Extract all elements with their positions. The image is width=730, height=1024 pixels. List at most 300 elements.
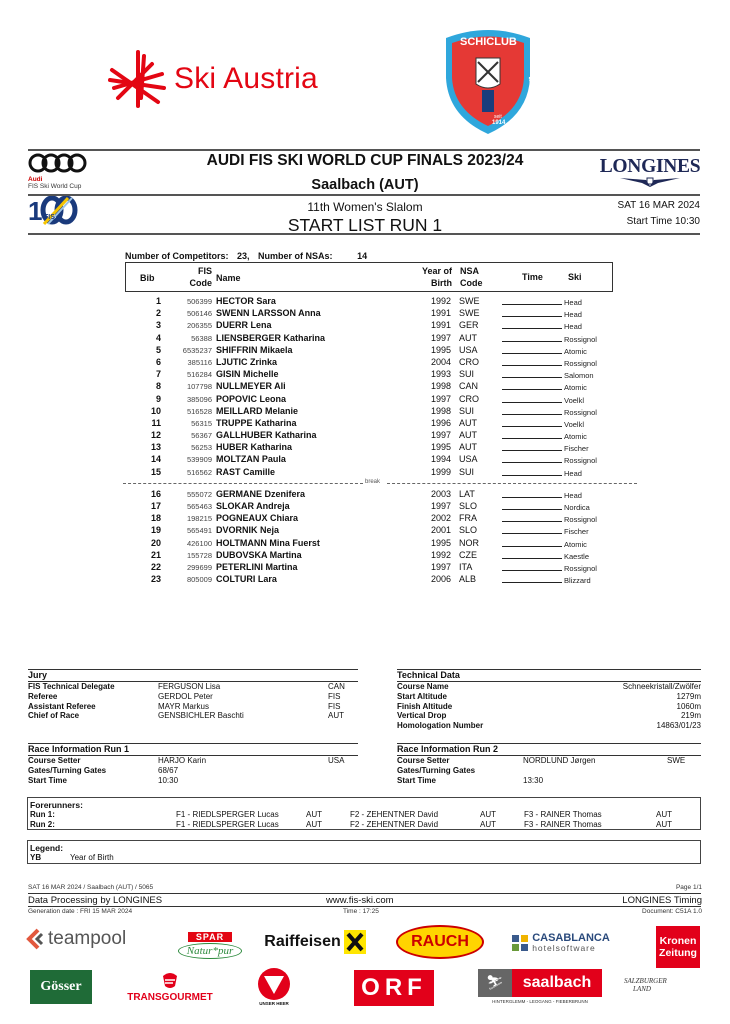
header-ski: Ski xyxy=(568,272,582,282)
competitor-name: SHIFFRIN Mikaela xyxy=(216,344,293,355)
fis-code: 555072 xyxy=(186,489,212,499)
bib-number: 12 xyxy=(150,430,161,441)
nsa-code: SUI xyxy=(459,466,475,477)
bib-number: 8 xyxy=(155,381,161,392)
footer-page: Page 1/1 xyxy=(675,884,702,891)
header-fis-2: Code xyxy=(189,278,212,288)
run1-title: Race Information Run 1 xyxy=(28,744,130,754)
transgourmet-text: TRANSGOURMET xyxy=(127,991,213,1003)
forerunner-1: F1 - RIEDLSPERGER Lucas xyxy=(176,810,279,819)
competitor-row xyxy=(125,550,630,562)
technical-label: Homologation Number xyxy=(397,721,484,731)
nsa-code: SUI xyxy=(459,405,475,416)
ski-brand: Head xyxy=(564,298,582,307)
competitor-row xyxy=(125,381,630,393)
orf-text: ORF xyxy=(361,974,427,1001)
jury-list xyxy=(28,682,358,721)
sponsor-teampool xyxy=(26,925,146,953)
technical-row xyxy=(397,702,701,712)
time-blank-line xyxy=(502,389,562,390)
time-blank-line xyxy=(502,438,562,439)
ski-brand: Rossignol xyxy=(564,358,597,368)
nsa-code: AUT xyxy=(459,417,477,428)
header-bib: Bib xyxy=(140,273,155,283)
sponsor-raiffeisen xyxy=(262,928,368,956)
legend-meaning: Year of Birth xyxy=(70,853,114,862)
ski-brand: Rossignol xyxy=(564,515,597,525)
forerunner-2: F2 - ZEHENTNER David xyxy=(350,810,439,819)
schiclub-since-text: seit xyxy=(494,114,502,120)
bib-number: 23 xyxy=(150,574,161,585)
competitor-summary xyxy=(125,251,367,261)
schiclub-saalbach-text: Saalbach xyxy=(433,80,449,117)
bib-number: 1 xyxy=(155,296,161,306)
legend-title: Legend: xyxy=(30,843,64,853)
year-of-birth: 1996 xyxy=(430,417,451,428)
run1-nation: USA xyxy=(328,756,345,765)
competitor-row xyxy=(125,538,630,550)
start-list-rows xyxy=(125,296,630,586)
bib-number: 22 xyxy=(150,561,161,572)
nsa-code: SUI xyxy=(459,369,475,380)
competitor-row xyxy=(125,562,630,574)
fis-code: 56367 xyxy=(191,431,212,441)
teampool-text: teampool xyxy=(48,928,127,949)
fis-code: 56315 xyxy=(191,418,212,428)
fis-code: 539909 xyxy=(186,455,212,465)
time-blank-line xyxy=(502,462,562,463)
fis-code: 56253 xyxy=(191,443,212,453)
nsa-code: CRO xyxy=(459,356,479,367)
bib-number: 11 xyxy=(151,417,161,428)
forerunner-3-nation: AUT xyxy=(656,810,672,819)
forerunner-3: F3 - RAINER Thomas xyxy=(524,810,602,819)
time-blank-line xyxy=(502,377,562,378)
run2-list xyxy=(397,756,701,785)
time-blank-line xyxy=(502,426,562,427)
year-of-birth: 2002 xyxy=(430,513,451,524)
nsa-code: NOR xyxy=(459,537,479,548)
year-of-birth: 2006 xyxy=(430,574,451,585)
year-of-birth: 1992 xyxy=(430,549,451,560)
time-blank-line xyxy=(502,533,562,534)
bib-number: 18 xyxy=(150,513,161,524)
run1-label: Course Setter xyxy=(28,756,81,765)
jury-nation: FIS xyxy=(328,691,341,701)
competitor-name: TRUPPE Katharina xyxy=(216,417,297,428)
nsas-label: Number of NSAs: xyxy=(258,251,333,261)
nsa-code: SLO xyxy=(459,501,478,511)
ski-brand: Rossignol xyxy=(564,334,597,344)
header-time: Time xyxy=(522,272,543,282)
competitor-row xyxy=(125,418,630,430)
competitor-name: POGNEAUX Chiara xyxy=(216,513,299,524)
svg-text:1: 1 xyxy=(28,196,43,226)
casablanca-sub-text: hotelsoftware xyxy=(532,943,596,953)
fis-100-logo xyxy=(28,196,78,226)
fis-text: FIS xyxy=(44,214,55,221)
header-nsa-2: Code xyxy=(460,278,483,288)
fis-code: 506146 xyxy=(186,309,212,319)
year-of-birth: 2003 xyxy=(430,488,451,499)
fis-code: 155728 xyxy=(186,550,212,560)
jury-row xyxy=(28,711,358,721)
bib-number: 10 xyxy=(150,405,161,416)
fis-code: 565463 xyxy=(186,502,212,511)
competitor-name: DUERR Lena xyxy=(216,320,272,331)
bib-number: 14 xyxy=(150,454,161,465)
run2-nation: SWE xyxy=(667,756,686,765)
competitor-name: NULLMEYER Ali xyxy=(216,381,286,392)
year-of-birth: 2004 xyxy=(430,356,451,367)
footer-rule-2 xyxy=(28,906,701,907)
footer-data-processing: Data Processing by LONGINES xyxy=(28,895,163,906)
forerunner-row xyxy=(30,810,698,820)
competitor-name: HUBER Katharina xyxy=(216,442,293,453)
footer-website-link[interactable]: www.fis-ski.com xyxy=(326,895,394,906)
bundesheer-text: UNSER HEER xyxy=(259,1000,289,1006)
break-dash-left xyxy=(123,483,363,484)
break-dash-right xyxy=(387,483,637,484)
competitor-name: LJUTIC Zrinka xyxy=(216,356,278,367)
run2-title: Race Information Run 2 xyxy=(397,744,499,754)
ski-brand: Rossignol xyxy=(564,563,597,573)
rows-after-break xyxy=(125,489,630,587)
rauch-text: RAUCH xyxy=(411,933,469,950)
run1-row xyxy=(28,756,358,766)
ski-brand: Fischer xyxy=(564,444,589,454)
technical-label: Start Altitude xyxy=(397,691,447,701)
competitor-name: MEILLARD Melanie xyxy=(216,405,299,416)
run2-row xyxy=(397,756,701,766)
ski-brand: Salomon xyxy=(564,371,594,381)
sponsor-orf xyxy=(354,970,434,1006)
competitor-row xyxy=(125,320,630,332)
spar-natur-text: Natur*pur xyxy=(178,943,242,959)
bib-number: 6 xyxy=(155,356,161,367)
competitor-name: PETERLINI Martina xyxy=(216,561,298,572)
competitor-row xyxy=(125,357,630,369)
forerunner-1: F1 - RIEDLSPERGER Lucas xyxy=(176,819,279,829)
ski-brand: Head xyxy=(564,310,582,320)
technical-value: 1279m xyxy=(676,691,701,701)
competitor-row xyxy=(125,333,630,345)
sponsor-bundesheer xyxy=(254,964,294,1008)
nsa-code: ALB xyxy=(459,574,477,585)
run2-value: NORDLUND Jørgen xyxy=(523,756,596,765)
time-blank-line xyxy=(502,365,562,366)
year-of-birth: 1995 xyxy=(430,442,451,453)
header-fis-1: FIS xyxy=(197,266,212,276)
run1-value: 10:30 xyxy=(158,775,179,785)
jury-name: MAYR Markus xyxy=(158,701,209,711)
jury-nation: CAN xyxy=(328,682,345,691)
technical-value: 219m xyxy=(680,711,701,721)
competitor-row xyxy=(125,394,630,406)
technical-label: Course Name xyxy=(397,682,449,691)
nsa-code: SWE xyxy=(459,296,480,306)
fis-code: 385096 xyxy=(186,394,212,404)
bib-number: 19 xyxy=(150,525,161,536)
footer-generation-date: Generation date : FRI 15 MAR 2024 xyxy=(28,908,133,915)
competitor-row xyxy=(125,489,630,501)
teampool-icon xyxy=(26,928,46,950)
race-name: 11th Women's Slalom xyxy=(307,200,423,214)
competitor-name: LIENSBERGER Katharina xyxy=(216,332,326,343)
ski-austria-wordmark: Ski Austria xyxy=(174,62,318,95)
run2-row xyxy=(397,776,701,786)
bib-number: 2 xyxy=(155,308,161,319)
ski-brand: Voelkl xyxy=(564,419,585,429)
audi-rings-icon xyxy=(28,152,88,176)
bib-number: 13 xyxy=(150,442,161,453)
run2-value: 13:30 xyxy=(523,775,544,785)
header-yob-2: Birth xyxy=(431,278,452,288)
competitor-name: GALLHUBER Katharina xyxy=(216,430,317,441)
ski-brand: Rossignol xyxy=(564,456,597,466)
ski-austria-emblem-icon xyxy=(108,48,166,110)
jury-role: Assistant Referee xyxy=(28,701,96,711)
casablanca-squares-icon xyxy=(512,935,528,951)
nsa-code: USA xyxy=(459,344,478,355)
year-of-birth: 1997 xyxy=(430,393,451,404)
year-of-birth: 1998 xyxy=(430,381,451,392)
bib-number: 21 xyxy=(150,549,161,560)
nsa-code: GER xyxy=(459,320,479,331)
time-blank-line xyxy=(502,521,562,522)
jury-nation: FIS xyxy=(328,701,341,711)
nsa-code: AUT xyxy=(459,442,477,453)
audi-fis-label xyxy=(28,176,81,190)
year-of-birth: 1999 xyxy=(430,466,451,477)
time-blank-line xyxy=(502,558,562,559)
bib-number: 9 xyxy=(155,393,161,404)
audi-brand-text: Audi xyxy=(28,176,43,183)
run1-list xyxy=(28,756,358,785)
forerunner-1-nation: AUT xyxy=(306,819,322,829)
competitor-name: GERMANE Dzenifera xyxy=(216,488,306,499)
start-list-header xyxy=(125,262,613,292)
time-blank-line xyxy=(502,353,562,354)
ski-austria-logo xyxy=(108,44,358,114)
run2-label: Course Setter xyxy=(397,756,450,765)
technical-row xyxy=(397,711,701,721)
footer-rule xyxy=(28,893,701,894)
fis-code: 6535237 xyxy=(182,345,212,355)
footer-document-id: Document: C51A 1.0 xyxy=(642,908,702,915)
competitor-name: POPOVIC Leona xyxy=(216,393,287,404)
ski-brand: Atomic xyxy=(564,383,587,393)
fis-code: 426100 xyxy=(186,538,212,548)
bib-number: 4 xyxy=(155,332,161,343)
forerunner-2-nation: AUT xyxy=(480,810,496,819)
forerunner-run-label: Run 1: xyxy=(30,810,55,819)
bib-number: 20 xyxy=(150,537,161,548)
nsa-code: AUT xyxy=(459,430,477,441)
run1-value: HARJO Karin xyxy=(158,756,207,765)
fis-100-icon xyxy=(28,196,78,226)
time-blank-line xyxy=(502,509,562,510)
sponsor-spar xyxy=(170,925,250,965)
forerunners-title: Forerunners: xyxy=(30,800,83,810)
year-of-birth: 1991 xyxy=(430,308,451,319)
competitor-row xyxy=(125,574,630,586)
competitor-name: HOLTMANN Mina Fuerst xyxy=(216,537,320,548)
sponsor-saalbach xyxy=(478,966,602,1006)
ski-brand: Nordica xyxy=(564,503,590,512)
year-of-birth: 1992 xyxy=(430,296,451,306)
bib-number: 3 xyxy=(155,320,161,331)
fis-code: 107798 xyxy=(186,382,212,392)
competitor-name: SWENN LARSSON Anna xyxy=(216,308,321,319)
jury-name: FERGUSON Lisa xyxy=(158,682,221,691)
footer-timing: LONGINES Timing xyxy=(622,895,702,906)
ski-brand: Head xyxy=(564,322,582,332)
jury-rule-top xyxy=(28,669,358,670)
competitor-row xyxy=(125,430,630,442)
time-blank-line xyxy=(502,316,562,317)
year-of-birth: 1997 xyxy=(430,332,451,343)
year-of-birth: 1997 xyxy=(430,561,451,572)
time-blank-line xyxy=(502,497,562,498)
run2-row xyxy=(397,766,701,776)
competitor-name: HECTOR Sara xyxy=(216,296,276,306)
kronen-text-2: Zeitung xyxy=(659,947,697,959)
kronen-text-1: Kronen xyxy=(659,935,697,947)
nsas-count: 14 xyxy=(357,251,368,261)
legend-row xyxy=(30,853,698,863)
forerunner-run-label: Run 2: xyxy=(30,819,55,829)
nsa-code: CAN xyxy=(459,381,479,392)
race-start-time: Start Time 10:30 xyxy=(626,216,700,227)
fis-code: 516562 xyxy=(186,467,212,477)
transgourmet-icon xyxy=(159,972,181,992)
jury-role: Chief of Race xyxy=(28,711,80,721)
venue-title: Saalbach (AUT) xyxy=(311,177,419,193)
footer-generation-time: Time : 17:25 xyxy=(343,908,379,915)
competitors-count: 23, xyxy=(237,251,250,261)
schiclub-year-text: 1914 xyxy=(492,120,506,126)
run1-value: 68/67 xyxy=(158,765,179,775)
list-title: START LIST RUN 1 xyxy=(287,215,443,235)
nsa-code: SWE xyxy=(459,308,480,319)
time-blank-line xyxy=(502,450,562,451)
time-blank-line xyxy=(502,304,562,305)
nsa-code: FRA xyxy=(459,513,477,524)
year-of-birth: 1991 xyxy=(430,320,451,331)
saalbach-text: saalbach xyxy=(512,969,602,997)
goesser-text: Gösser xyxy=(40,979,82,994)
run1-row xyxy=(28,766,358,776)
time-blank-line xyxy=(502,414,562,415)
competitor-name: COLTURI Lara xyxy=(216,574,277,585)
technical-row xyxy=(397,721,701,731)
fis-code: 198215 xyxy=(186,514,212,524)
competitor-name: DVORNIK Neja xyxy=(216,525,280,536)
header-yob-1: Year of xyxy=(421,266,452,276)
event-title: AUDI FIS SKI WORLD CUP FINALS 2023/24 xyxy=(206,152,524,169)
nsa-code: CRO xyxy=(459,393,479,404)
competitor-row xyxy=(125,513,630,525)
competitor-name: MOLTZAN Paula xyxy=(216,454,286,465)
fis-code: 565491 xyxy=(186,526,212,536)
jury-row xyxy=(28,702,358,712)
ski-brand: Kaestle xyxy=(564,551,590,561)
run1-label: Start Time xyxy=(28,775,67,785)
ski-brand: Head xyxy=(564,490,582,500)
time-blank-line xyxy=(502,582,562,583)
forerunners-box xyxy=(27,797,701,830)
nsa-code: LAT xyxy=(459,488,475,499)
ski-brand: Atomic xyxy=(564,432,587,442)
sponsor-goesser xyxy=(30,970,92,1004)
bib-number: 7 xyxy=(155,369,161,380)
nsa-code: ITA xyxy=(459,561,473,572)
technical-list xyxy=(397,682,701,731)
year-of-birth: 1993 xyxy=(430,369,451,380)
sponsor-transgourmet xyxy=(120,966,220,1008)
time-blank-line xyxy=(502,328,562,329)
audi-sub-text: FIS Ski World Cup xyxy=(28,183,82,190)
competitor-row xyxy=(125,442,630,454)
ski-brand: Voelkl xyxy=(564,395,585,405)
time-blank-line xyxy=(502,341,562,342)
longines-logo: LONGINES xyxy=(599,156,701,177)
fis-code: 506399 xyxy=(186,297,212,306)
ski-brand: Head xyxy=(564,468,582,478)
header-name: Name xyxy=(216,273,241,283)
technical-label: Vertical Drop xyxy=(397,711,447,721)
fis-code: 299699 xyxy=(186,562,212,572)
schiclub-saalbach-logo xyxy=(433,28,544,136)
technical-title: Technical Data xyxy=(397,670,460,680)
jury-row xyxy=(28,692,358,702)
ski-brand: Blizzard xyxy=(564,576,591,586)
run1-label: Gates/Turning Gates xyxy=(28,765,107,775)
fis-code: 516284 xyxy=(186,370,212,380)
time-blank-line xyxy=(502,475,562,476)
competitor-row xyxy=(125,369,630,381)
forerunner-row xyxy=(30,820,698,830)
forerunners-list xyxy=(30,810,698,829)
technical-label: Finish Altitude xyxy=(397,701,453,711)
ski-brand: Atomic xyxy=(564,539,587,549)
schiclub-hinterglemm-text: Hinterglemm xyxy=(525,75,544,126)
competitor-row xyxy=(125,454,630,466)
nsa-code: USA xyxy=(459,454,478,465)
sponsor-salzburger-land xyxy=(620,968,667,1002)
schiclub-label: SCHICLUB xyxy=(460,36,517,48)
ski-brand: Atomic xyxy=(564,346,587,356)
bib-number: 16 xyxy=(150,488,161,499)
ski-brand: Fischer xyxy=(564,527,589,537)
forerunner-3-nation: AUT xyxy=(656,819,672,829)
legend-box xyxy=(27,840,701,864)
technical-row xyxy=(397,682,701,692)
nsa-code: SLO xyxy=(459,525,478,536)
year-of-birth: 2001 xyxy=(430,525,451,536)
header-mid-rule xyxy=(28,194,700,196)
header-top-rule xyxy=(28,149,700,151)
fis-code: 805009 xyxy=(186,575,212,585)
time-blank-line xyxy=(502,402,562,403)
technical-value: 1060m xyxy=(676,701,701,711)
competitor-name: SLOKAR Andreja xyxy=(216,501,290,511)
spar-text: SPAR xyxy=(188,932,232,942)
break-separator xyxy=(125,479,630,489)
fis-code: 206355 xyxy=(186,321,212,331)
jury-name: GERDOL Peter xyxy=(158,691,213,701)
